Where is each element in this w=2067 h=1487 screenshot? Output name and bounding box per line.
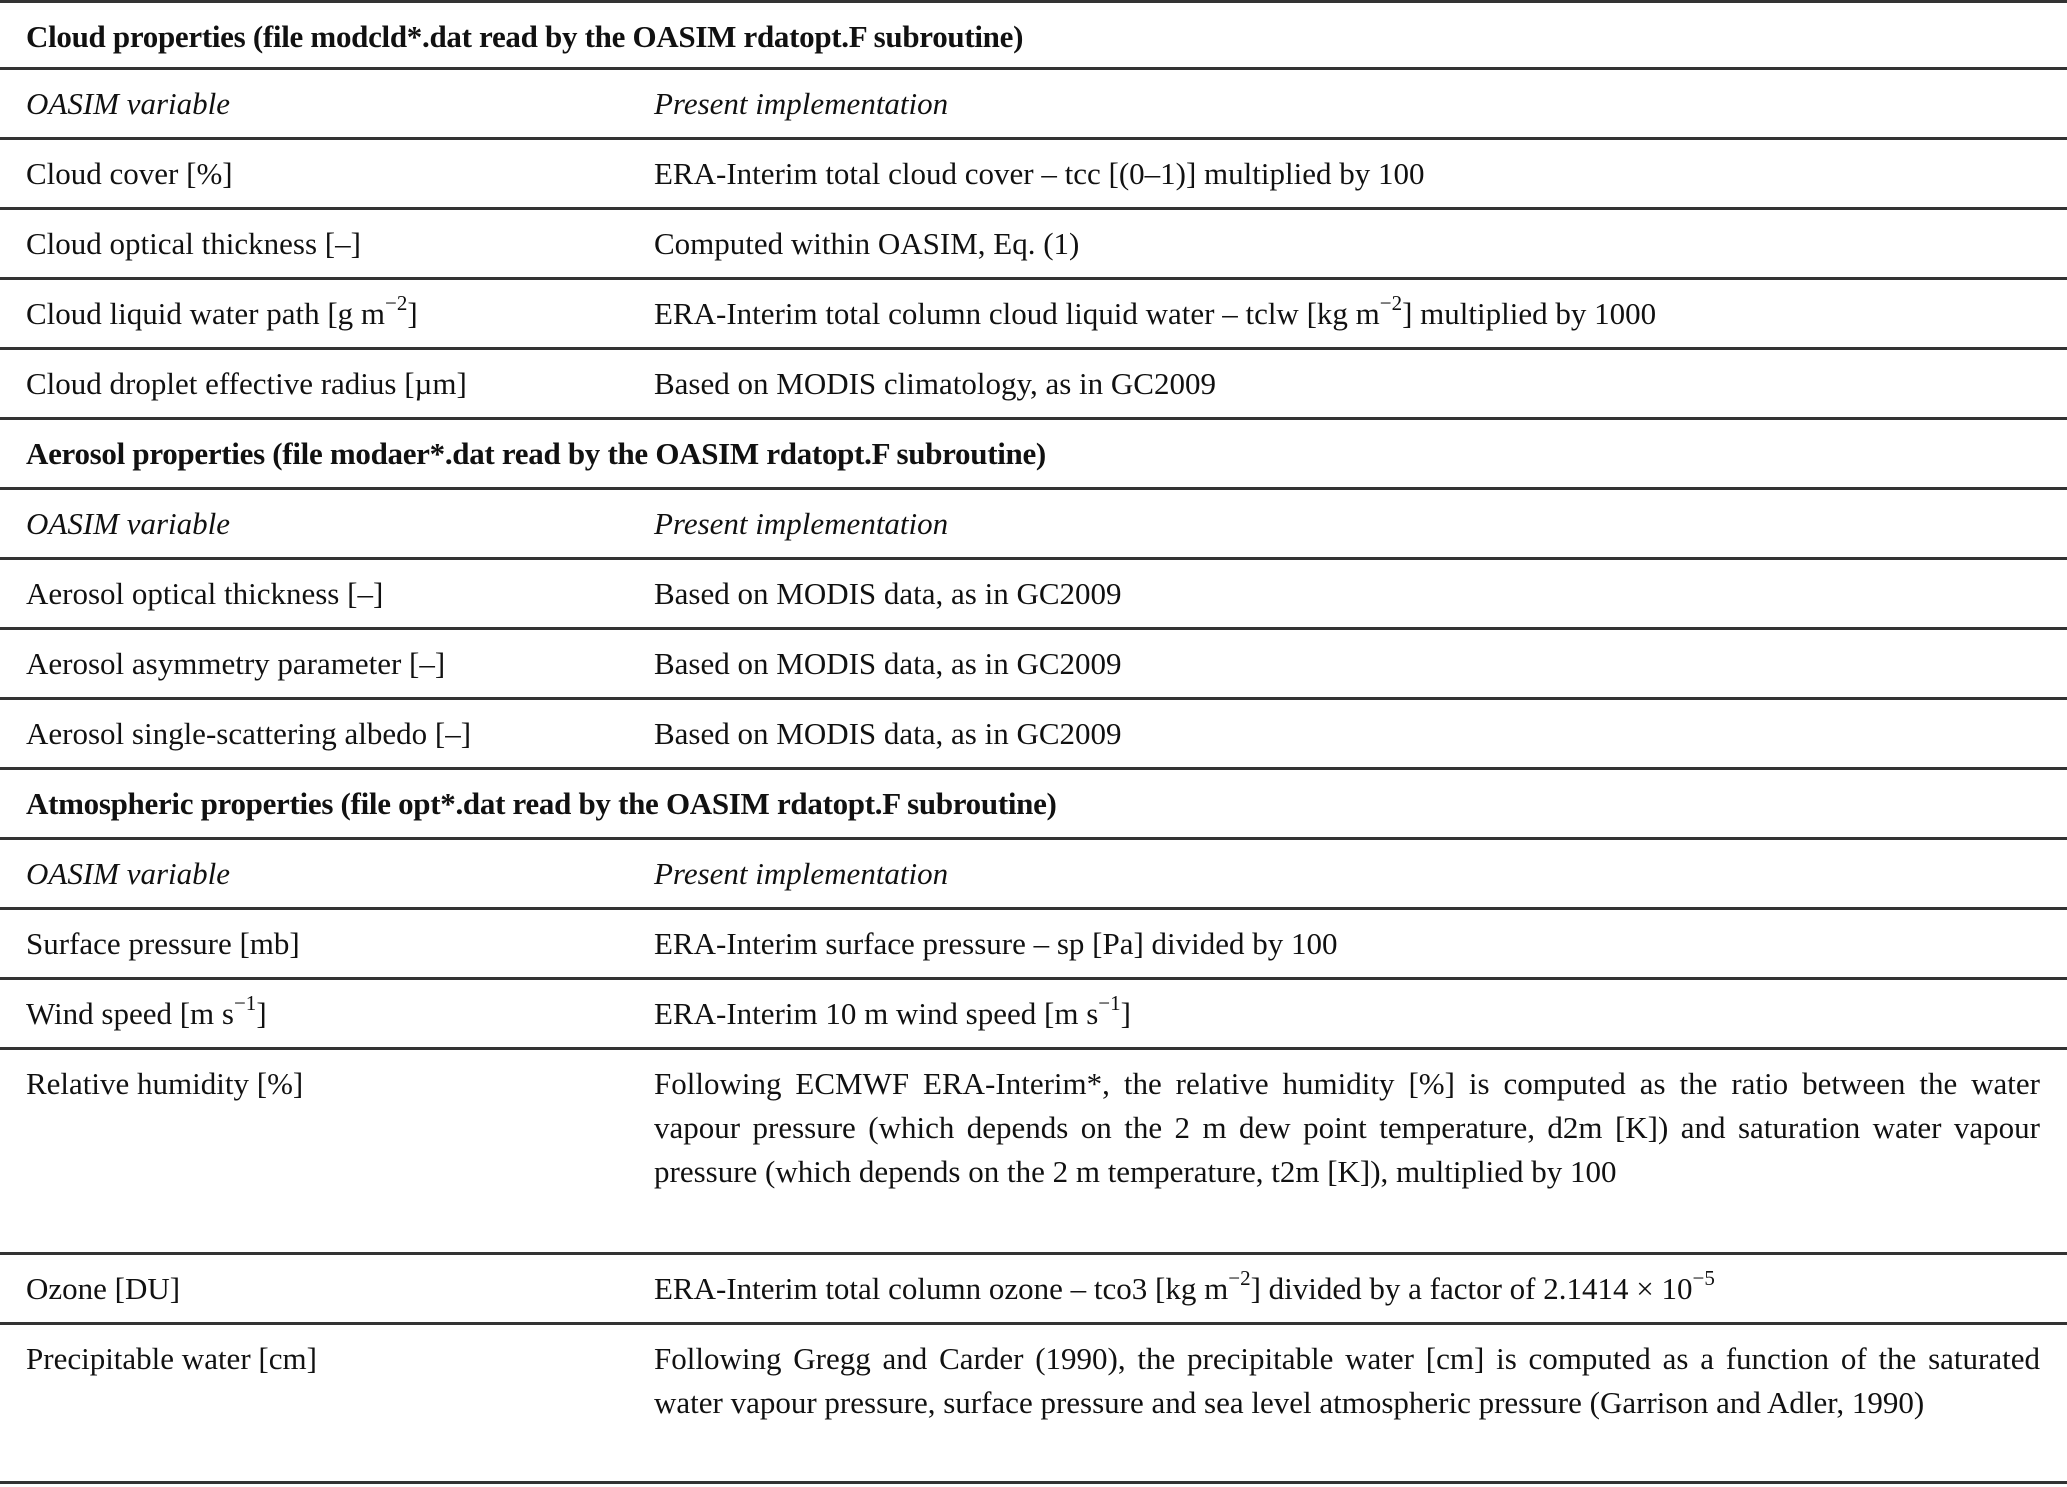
table-row bbox=[0, 700, 2067, 770]
table-row bbox=[0, 280, 2067, 350]
implementation-cell: Based on MODIS climatology, as in GC2009 bbox=[654, 366, 1216, 401]
variable-cell: Aerosol single-scattering albedo [–] bbox=[26, 716, 472, 751]
table-row bbox=[0, 140, 2067, 210]
variable-cell: Cloud droplet effective radius [µm] bbox=[26, 366, 467, 401]
table-row bbox=[0, 350, 2067, 420]
section-title: Aerosol properties (file modaer*.dat read by the OASIM rdatopt.F subroutine) bbox=[26, 436, 1046, 471]
column-header-variable: OASIM variable bbox=[26, 856, 231, 891]
section-title: Cloud properties (file modcld*.dat read by the OASIM rdatopt.F subroutine) bbox=[26, 19, 1024, 54]
table-row bbox=[0, 560, 2067, 630]
implementation-cell: Following Gregg and Carder (1990), the precipitable water [cm] is computed as a function of the saturated water vapour pressure, surface pressure and sea level atmospheric pressure (Garrison and Adler, 1990) bbox=[654, 1341, 2040, 1420]
section-header-atmospheric bbox=[0, 770, 2067, 840]
implementation-cell: Based on MODIS data, as in GC2009 bbox=[654, 646, 1122, 681]
variable-cell: Aerosol optical thickness [–] bbox=[26, 576, 384, 611]
implementation-cell: ERA-Interim total column ozone – tco3 [kg $m^{-2}$] divided by a factor of $2.1414 \times 10^{-5}$ bbox=[654, 1265, 1715, 1306]
table-row bbox=[0, 910, 2067, 980]
table-row bbox=[0, 980, 2067, 1050]
column-header-variable: OASIM variable bbox=[26, 86, 231, 121]
variable-cell: Aerosol asymmetry parameter [–] bbox=[26, 646, 446, 681]
table-row bbox=[0, 1255, 2067, 1325]
column-header-row bbox=[0, 840, 2067, 910]
implementation-cell: ERA-Interim 10 m wind speed [m $s^{-1}$] bbox=[654, 990, 1131, 1031]
table-row bbox=[0, 1050, 2067, 1255]
variable-cell: Surface pressure [mb] bbox=[26, 926, 300, 961]
section-header-aerosol bbox=[0, 420, 2067, 490]
section-header-cloud bbox=[0, 3, 2067, 70]
column-header-variable: OASIM variable bbox=[26, 506, 231, 541]
table-row bbox=[0, 210, 2067, 280]
variable-cell: Cloud cover [%] bbox=[26, 156, 233, 191]
implementation-cell: Following ECMWF ERA-Interim*, the relative humidity [%] is computed as the ratio between the water vapour pressure (which depends on the 2 m dew point temperature, d2m [K]) and saturation water vapour pressure (which depends on the 2 m temperature, t2m [K]), multiplied by 100 bbox=[654, 1066, 2040, 1189]
table-row bbox=[0, 1325, 2067, 1484]
column-header-row bbox=[0, 70, 2067, 140]
variable-cell: Wind speed [m $s^{-1}$] bbox=[26, 990, 267, 1031]
column-header-row bbox=[0, 490, 2067, 560]
variable-cell: Ozone [DU] bbox=[26, 1271, 181, 1306]
variable-cell: Precipitable water [cm] bbox=[26, 1341, 317, 1376]
column-header-implementation: Present implementation bbox=[654, 856, 949, 891]
implementation-cell: ERA-Interim total column cloud liquid water – tclw [kg $m^{-2}$] multiplied by 1000 bbox=[654, 290, 1657, 331]
table-row bbox=[0, 630, 2067, 700]
implementation-cell: ERA-Interim total cloud cover – tcc [(0–1)] multiplied by 100 bbox=[654, 156, 1425, 191]
section-title: Atmospheric properties (file opt*.dat read by the OASIM rdatopt.F subroutine) bbox=[26, 786, 1057, 821]
implementation-cell: Computed within OASIM, Eq. (1) bbox=[654, 226, 1080, 261]
implementation-cell: Based on MODIS data, as in GC2009 bbox=[654, 576, 1122, 611]
column-header-implementation: Present implementation bbox=[654, 506, 949, 541]
implementation-cell: ERA-Interim surface pressure – sp [Pa] divided by 100 bbox=[654, 926, 1338, 961]
variable-cell: Cloud optical thickness [–] bbox=[26, 226, 361, 261]
variable-cell: Relative humidity [%] bbox=[26, 1066, 304, 1101]
column-header-implementation: Present implementation bbox=[654, 86, 949, 121]
variable-cell: Cloud liquid water path [g $m^{-2}$] bbox=[26, 290, 418, 331]
implementation-cell: Based on MODIS data, as in GC2009 bbox=[654, 716, 1122, 751]
